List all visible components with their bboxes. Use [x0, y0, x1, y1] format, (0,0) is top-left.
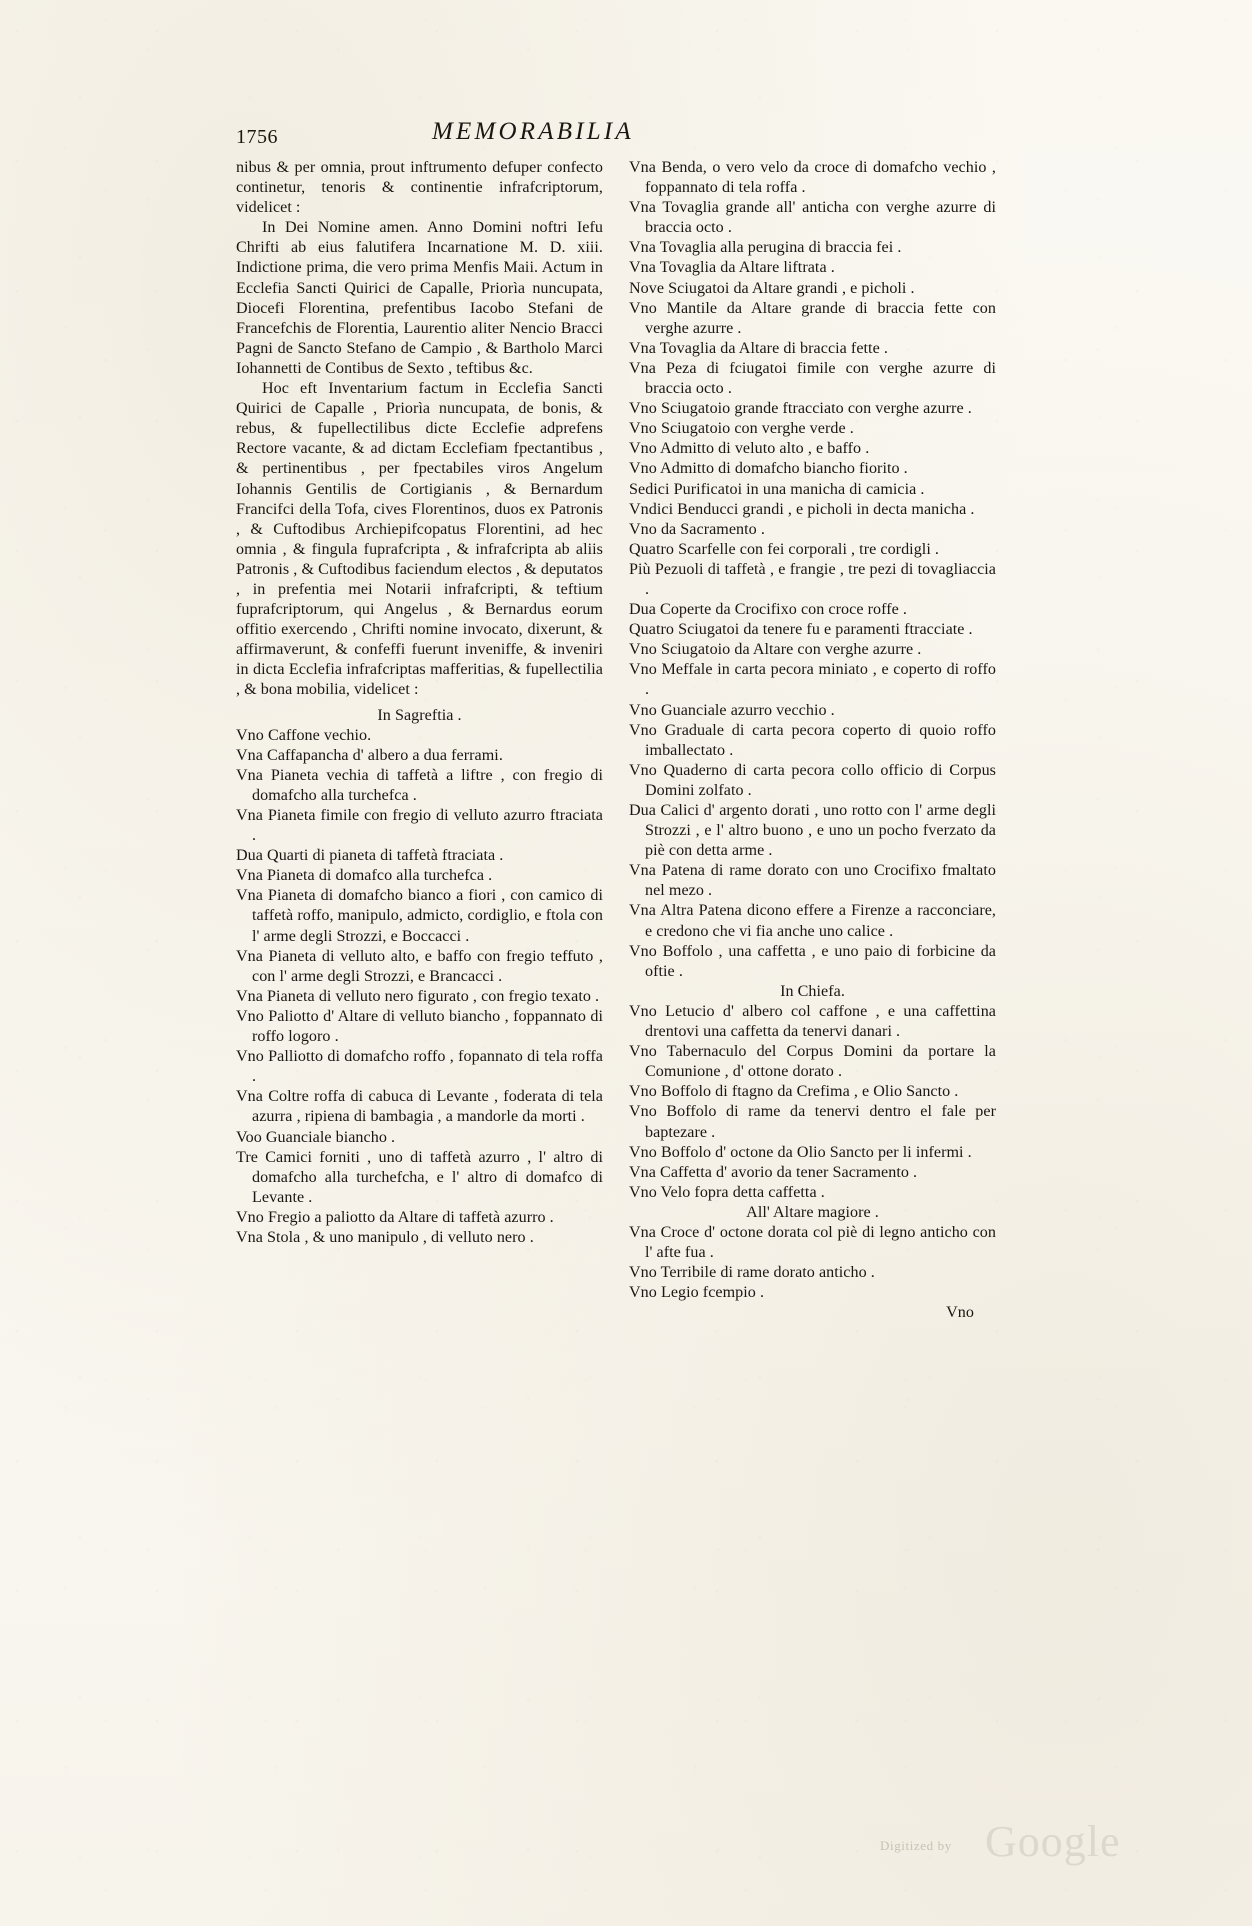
inventory-item: Vno Velo fopra detta caffetta . [629, 1183, 825, 1201]
inventory-item: Dua Coperte da Crocifixo con croce roffe . [629, 601, 907, 619]
paragraph: nibus & per omnia, prout inftrumento defuper confecto continetur, tenoris & continentie infrafcriptorum, videlicet : [236, 159, 603, 217]
inventory-item: Vno Meffale in carta pecora miniato , e coperto di roffo . [629, 661, 996, 699]
inventory-item: Voo Guanciale biancho . [236, 1128, 396, 1146]
inventory-item: Vno Paliotto d' Altare di velluto biancho , foppannato di roffo logoro . [236, 1007, 603, 1046]
inventory-item: Vno Fregio a paliotto da Altare di taffetà azurro . [236, 1208, 554, 1226]
inventory-item: Vna Pianeta di velluto alto, e baffo con fregio teffuto , con l' arme degli Strozzi, e Brancacci . [236, 947, 603, 985]
inventory-item: Sedici Purificatoi in una manicha di camicia . [629, 480, 925, 498]
inventory-item: Vna Tovaglia da Altare liftrata . [629, 259, 835, 277]
inventory-item: Vno Boffolo di rame da tenervi dentro el fale per baptezare . [629, 1103, 996, 1141]
right-column [629, 158, 996, 1323]
catchword: Vno [946, 1304, 974, 1322]
inventory-item: Vna Pianeta di velluto nero figurato , con fregio texato . [236, 987, 600, 1005]
inventory-item: Vndici Benducci grandi , e picholi in decta manicha . [629, 500, 975, 518]
inventory-item: Vno Admitto di veluto alto , e baffo . [629, 440, 870, 458]
inventory-item: Vna Benda, o vero velo da croce di domafcho vechio , foppannato di tela roffa . [629, 159, 996, 197]
scan-credit-text: Digitized by [880, 1838, 952, 1853]
inventory-item: Vna Caffapancha d' albero a dua ferrami. [236, 746, 503, 764]
page-content [236, 118, 996, 1323]
two-column-body [236, 158, 996, 1323]
inventory-item: Vna Pianeta fimile con fregio di velluto azurro ftraciata . [236, 807, 603, 845]
inventory-item: Vna Tovaglia grande all' anticha con verghe azurre di braccia octo . [629, 199, 996, 237]
paragraph: In Dei Nomine amen. Anno Domini noftri Iefu Chrifti ab eius falutifera Incarnatione M. D. xiii. Indictione prima, die vero prima Menfis Maii. Actum in Ecclefia Sancti Quirici de Capalle, Priorìa nuncupata, Diocefi Florentina, prefentibus Iacobo Stefani de Francefchis de Florentia, Laurentio aliter Nencio Bracci Pagni de Sancto Stefano de Campio , & Bartholo Marci Iohannetti de Contibus de Sexto , teftibus &c. [236, 219, 603, 377]
inventory-item: Vno Caffone vechio. [236, 726, 372, 744]
running-title: MEMORABILIA [432, 118, 634, 145]
inventory-item: Vno Boffolo di ftagno da Crefima , e Olio Sancto . [629, 1083, 959, 1101]
inventory-item: Vno Sciugatoio da Altare con verghe azurre . [629, 641, 922, 659]
inventory-item: Più Pezuoli di taffetà , e frangie , tre pezi di tovagliaccia . [629, 560, 996, 598]
inventory-item: Vno Sciugatoio grande ftracciato con verghe azurre . [629, 400, 972, 418]
inventory-item: Dua Calici d' argento dorati , uno rotto con l' arme degli Strozzi , e l' altro buono , e uno un pocho fverzato da piè con detta arme . [629, 802, 996, 860]
inventory-item: Vno Quaderno di carta pecora collo officio di Corpus Domini zolfato . [629, 761, 996, 799]
inventory-item: Vno Mantile da Altare grande di braccia fette con verghe azurre . [629, 299, 996, 337]
inventory-item: Vna Coltre roffa di cabuca di Levante , foderata di tela azurra , ripiena di bambagia , a mandorle da morti . [236, 1088, 603, 1126]
scan-brand-watermark: Google [985, 1817, 1121, 1866]
inventory-item: Vno Terribile di rame dorato anticho . [629, 1264, 875, 1282]
left-column [236, 158, 603, 1323]
inventory-item: Vno da Sacramento . [629, 520, 765, 538]
inventory-item: Vno Guanciale azurro vecchio . [629, 701, 835, 719]
inventory-item: Nove Sciugatoi da Altare grandi , e picholi . [629, 279, 915, 297]
section-heading-chiesa: In Chiefa. [780, 982, 845, 1000]
inventory-item: Vno Admitto di domafcho biancho fiorito . [629, 460, 908, 478]
inventory-item: Vno Tabernaculo del Corpus Domini da portare la Comunione , d' ottone dorato . [629, 1043, 996, 1081]
inventory-item: Vna Patena di rame dorato con uno Crocifixo fmaltato nel mezo . [629, 862, 996, 900]
inventory-item: Tre Camici forniti , uno di taffetà azurro , l' altro di domafcho alla turchefcha, e l' altro di domafco di Levante . [236, 1148, 603, 1206]
inventory-item: Vna Pianeta vechia di taffetà a liftre , con fregio di domafcho alla turchefca . [236, 766, 603, 804]
inventory-item: Vno Graduale di carta pecora coperto di quoio roffo imballectato . [629, 721, 996, 759]
inventory-item: Vna Croce d' octone dorata col piè di legno anticho con l' afte fua . [629, 1223, 996, 1262]
inventory-item: Vna Caffetta d' avorio da tener Sacramento . [629, 1163, 918, 1181]
inventory-item: Quatro Sciugatoi da tenere fu e paramenti ftracciate . [629, 621, 973, 639]
inventory-item: Vna Peza di fciugatoi fimile con verghe azurre di braccia octo . [629, 359, 996, 398]
inventory-item: Vno Sciugatoio con verghe verde . [629, 420, 854, 438]
inventory-item: Vna Altra Patena dicono effere a Firenze a racconciare, e credono che vi fia anche uno calice . [629, 902, 996, 940]
inventory-item: Vna Stola , & uno manipulo , di velluto nero . [236, 1228, 534, 1246]
inventory-item: Vno Boffolo , una caffetta , e uno paio di forbicine da oftie . [629, 942, 996, 980]
page-header [236, 118, 996, 152]
inventory-item: Vna Tovaglia da Altare di braccia fette . [629, 339, 888, 357]
section-heading-sagrestia: In Sagreftia . [377, 706, 462, 724]
inventory-item: Vna Pianeta di domafco alla turchefca . [236, 867, 493, 885]
inventory-item: Quatro Scarfelle con fei corporali , tre cordigli . [629, 540, 939, 558]
paragraph: Hoc eft Inventarium factum in Ecclefia Sancti Quirici de Capalle , Priorìa nuncupata, de bonis, & rebus, & fupellectilibus dicte Ecclefie adprefens Rectore vacante, & ad dictam Ecclefiam fpectantibus , & pertinentibus , per fpectabiles viros Angelum Iohannis Gentilis de Cortigianis , & Bernardum Francifci della Tofa, cives Florentinos, duos ex Patronis , & Cuftodibus Archiepifcopatus Florentini, ad hec omnia , & fingula fuprafcripta , & infrafcripta ab aliis Patronis , & Cuftodibus faciendum electos , & deputatos , in prefentia mei Notarii infrafcripti, & teftium fuprafcriptorum, qui Angelus , & Bernardus eorum offitio exercendo , Chrifti nomine invocato, dixerunt, & affirmaverunt, & confeffi fuerunt inveniffe, & inveniri in dicta Ecclefia infrafcriptas mafferitias, & fupellectilia , & bona mobilia, videlicet : [236, 380, 603, 699]
section-heading-altare-magiore: All' Altare magiore . [746, 1203, 879, 1221]
inventory-item: Vno Letucio d' albero col caffone , e una caffettina drentovi una caffetta da tenervi danari . [629, 1002, 996, 1041]
inventory-item: Vno Boffolo d' octone da Olio Sancto per li infermi . [629, 1143, 972, 1161]
folio-number: 1756 [236, 126, 278, 148]
inventory-item: Vno Palliotto di domafcho roffo , fopannato di tela roffa . [236, 1048, 603, 1086]
inventory-item: Vna Pianeta di domafcho bianco a fiori , con camico di taffetà roffo, manipulo, admicto, cordiglio, e ftola con l' arme degli Strozzi, e Boccacci . [236, 887, 603, 945]
inventory-item: Vno Legio fcempio . [629, 1284, 765, 1302]
inventory-item: Vna Tovaglia alla perugina di braccia fei . [629, 239, 902, 257]
inventory-item: Dua Quarti di pianeta di taffetà ftraciata . [236, 847, 504, 865]
